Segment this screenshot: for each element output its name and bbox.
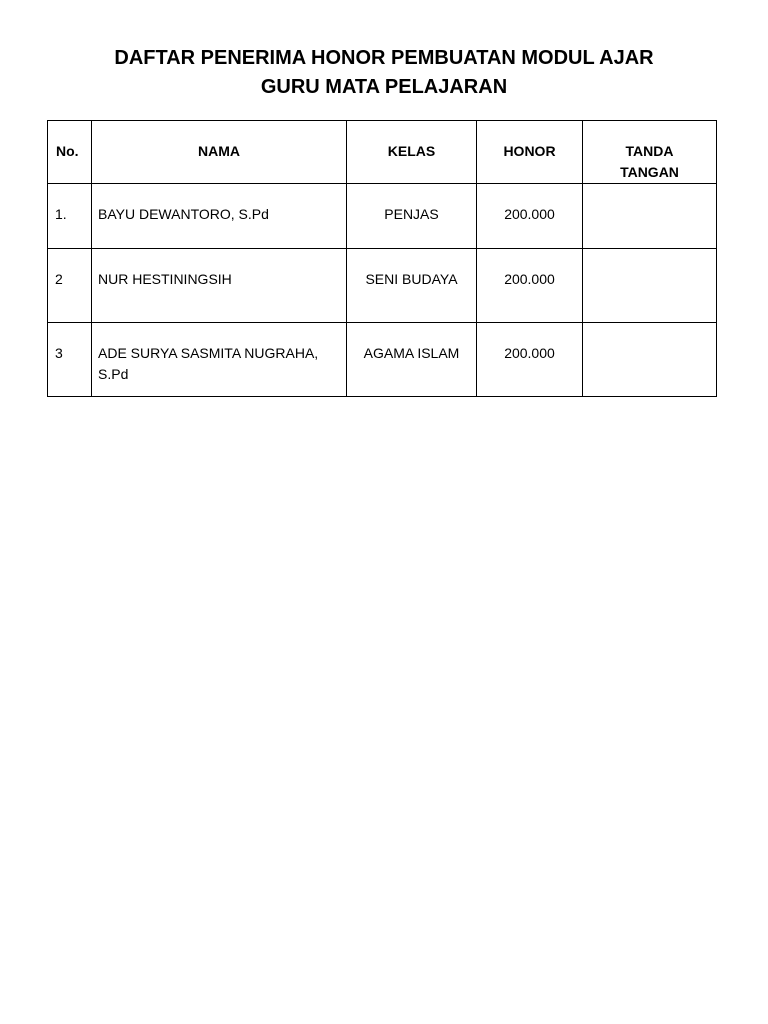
cell-kelas: PENJAS [347, 184, 477, 249]
cell-no: 2 [48, 249, 92, 323]
cell-honor: 200.000 [477, 184, 583, 249]
cell-honor: 200.000 [477, 323, 583, 397]
header-kelas: KELAS [347, 121, 477, 184]
header-nama: NAMA [92, 121, 347, 184]
cell-honor: 200.000 [477, 249, 583, 323]
cell-nama: BAYU DEWANTORO, S.Pd [92, 184, 347, 249]
cell-tanda-tangan [583, 323, 717, 397]
header-tanda-tangan-line-1: TANDA [625, 143, 674, 159]
table-header-row [48, 121, 717, 184]
cell-kelas: SENI BUDAYA [347, 249, 477, 323]
cell-no: 3 [48, 323, 92, 397]
cell-nama: NUR HESTININGSIH [92, 249, 347, 323]
honor-recipients-table [47, 120, 717, 397]
cell-no: 1. [48, 184, 92, 249]
cell-tanda-tangan [583, 184, 717, 249]
header-honor: HONOR [477, 121, 583, 184]
page-title-line-1: DAFTAR PENERIMA HONOR PEMBUATAN MODUL AJAR [114, 47, 654, 69]
header-tanda-tangan [583, 121, 717, 184]
header-no: No. [48, 121, 92, 184]
table-row [48, 249, 717, 323]
page-title-line-2: GURU MATA PELAJARAN [260, 76, 508, 98]
cell-nama-line-1: ADE SURYA SASMITA NUGRAHA, [98, 345, 319, 361]
cell-nama-line-2: S.Pd [98, 366, 129, 382]
page-title [0, 44, 768, 102]
table-row [48, 184, 717, 249]
table-row [48, 323, 717, 397]
cell-tanda-tangan [583, 249, 717, 323]
cell-nama [92, 323, 347, 397]
cell-kelas: AGAMA ISLAM [347, 323, 477, 397]
header-tanda-tangan-line-2: TANGAN [620, 164, 679, 180]
